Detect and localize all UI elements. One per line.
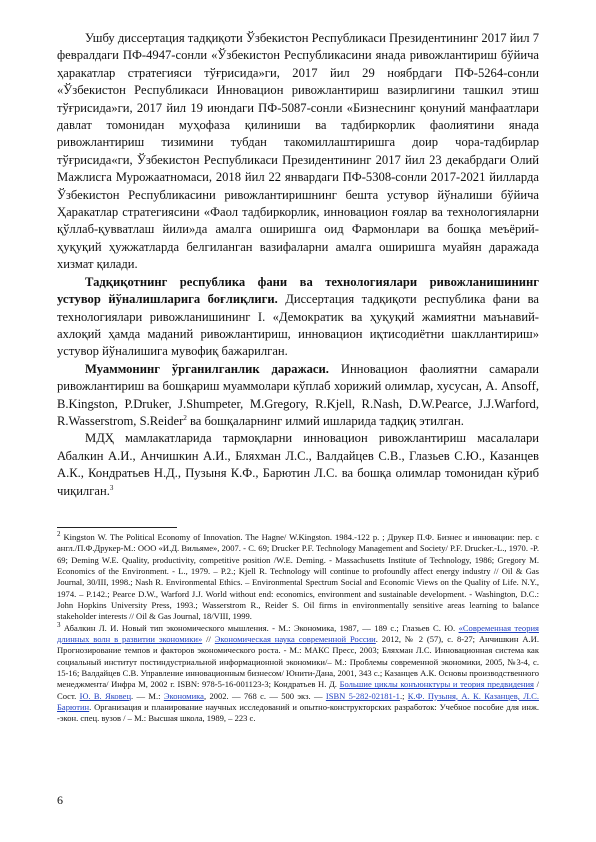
paragraph-text-tail: ва бошқаларнинг илмий ишларида тадқиқ этилган. [186, 413, 464, 428]
footnote-link[interactable]: К.Ф. Пузыня, А. К. Казанцев, Л.С. Барютин [57, 690, 540, 713]
paragraph-legal-basis [57, 30, 539, 274]
footnote-link[interactable]: Ю. В. Яковец [79, 690, 132, 701]
page-number: 6 [57, 793, 63, 807]
footnote-text: / Сост. [57, 679, 539, 701]
paragraph-text: Ушбу диссертация тадқиқоти Ўзбекистон Республикаси Президентининг 2017 йил 7 февралдаги ПФ-4947-сонли «Ўзбекистон Республикасини янада ривожлантириш бўйича ҳаракатлар стратегияси тўғрисида»ги, 2017 йил 29 ноябрдаги ПФ-5264-сонли «Ўзбекистон Республикаси Инновацион ривожлантириш вазирлигини ташкил этиш тўғрисида»ги, 2017 йил 19 июндаги ПФ-5087-сонли «Бизнеснинг қонуний манфаатлари давлат томонидан муҳофаза қилиниши ва тадбиркорлик фаолиятини янада ривожлантириш тизимини тубдан такомиллаштиришга доир чора-тадбирлар тўғрисида«ги, Ўзбекистон Республикаси Президентининг 2017 йил 23 декабрдаги Олий Мажлисга Мурожаатномаси, 2018 йил 22 январдаги ПФ-5308-сонли 2017-2021 йилларда Ўзбекистон Республикасини ривожлантиришнинг бешта устувор йўналиши бўйича Ҳаракатлар стратегиясини «Фаол тадбиркорлик, инновацион ғоялар ва технологияларни қўллаб-қувватлаш йили»да амалга оширишга оид Фармонлари ва бошқа меъёрий-ҳуқуқий ҳужжатларда белгиланган вазифаларни амалга оширишга муайян даражада хизмат қилади. [57, 31, 539, 272]
paragraph-text: Инновацион фаолиятни самарали ривожлантириш ва бошқариш муаммолари кўплаб хорижий олимлар, хусусан, А. Ansoff, B.Kingston, P.Druker, J.Shumpeter, M.Gregory, R.Kjell, R.Nash, D.W.Pearce, J.J.Warford, R.Wasserstrom, S.Reider [57, 361, 540, 428]
footnote-link[interactable]: Большие циклы конъюнктуры и теория предвидения [339, 679, 534, 690]
paragraph-text: МДҲ мамлакатларида тармоқларни инновацион ривожлантириш масалалари Абалкин А.И., Анчишкин А.И., Бляхман Л.С., Валдайцев С.В., Глазьев С.Ю., Казанцев А.К., Кондратьев Н.Д., Пузыня К.Ф., Барютин Л.С. ва бошқа олимлар томонидан кўриб чиқилган. [57, 431, 539, 498]
footnote-text: Kingston W. The Political Economy of Innovation. The Hagne/ W.Kingston. 1984.-122 p. ; Друкер П.Ф. Бизнес и инновации: пер. с англ./П.Ф.Друкер-М.: ООО «И.Д. Вильяме», 2007. - С. 69; Drucker P.F. Technology Management and Society/ P.F. Drucker.-L., 1970. -P. 69; Deming W.E. Quality, productivity, competitive position /W.E. Deming. - Massachusetts Institute of Technology, 1986; Gregory M. Economics of the Environment. - L., 1979. – P.2.; Kjell R. Technology will continue to profoundly affect energy industry // Oil & Gas Journal, 30/III, 1998.; Nash R. Environmental Ethics. – Environmental Spectrum Social and Economic Views on the Quality of Life. N.Y., 1974. – P.142.; Pearce D.W., Warford J.J. World without end: economics, environment and sustainable development. - Washington, D.C.: John Hopkins University Press, 1993.; Wasserstrom R., Reider S. Oil firms in environmentally sensitive areas learning to balance stakeholder interests // Oil & Gas Journal, 18/VIII, 1999. [57, 531, 539, 622]
footnote-text: . Организация и планирование научных исследований и опытно-конструкторских разработок: Учебное пособие для инж. -экон. спец. вузов / – М.: Высшая школа, 1989, – 223 с. [57, 702, 539, 724]
paragraph-text: Диссертация тадқиқоти республика фани ва технологиялари ривожланишининг I. «Демократик ва ҳуқуқий жамиятни маънавий-ахлоқий ҳамда маданий ривожлантириш, инновацион иқтисодиётни шакллантириш» устувор йўналишига мувофиқ бажарилган. [57, 292, 540, 359]
footnote-number: 3 [57, 620, 61, 629]
footnote-text: // [202, 634, 215, 645]
footnote-text: . 2012, № 2 (57), с. 8-27; Анчишкин А.И. Прогнозирование темпов и факторов экономического роста. - М.: МАКС Пресс, 2003; Бляхман Л.С. Инновационная система как социальный институт постиндустриальной информационной экономики/– М.: Проблемы современной экономики, 2005, №3-4, с. 15-16; Валдайцев С.В. Управление инновационным бизнесом/ Юнити-Дана, 2001, 343 с.; Казанцев А.К. Основы производственного менеджмента/ Инфра М, 2002 г. ISBN: 978-5-16-001123-3; Кондратьев Н. Д. [57, 634, 539, 690]
footnote-3 [57, 620, 540, 725]
footnote-text: .; [399, 690, 408, 701]
paragraph-research-degree [57, 361, 539, 431]
footnote-link[interactable]: Экономика [163, 690, 204, 701]
footnote-number: 2 [57, 530, 61, 539]
footnote-ref-2[interactable]: 2 [183, 413, 187, 422]
footnote-text: Абалкин Л. И. Новый тип экономического мышления. - М.: Экономика, 1987, — 189 с.; Глазьев С. Ю. [60, 622, 459, 633]
footnote-link[interactable]: Экономическая наука современной России [214, 634, 376, 645]
footnote-separator [57, 527, 177, 528]
footnote-link[interactable]: «Современная теория длинных волн в развитии экономики» [57, 622, 539, 645]
footnote-2 [57, 532, 539, 623]
footnote-ref-3[interactable]: 3 [109, 483, 114, 492]
document-page [57, 30, 539, 725]
paragraph-heading: Тадқиқотнинг республика фани ва технологиялари ривожланишининг устувор йўналишларига боғлиқлиги. [57, 274, 539, 307]
paragraph-cis-research [57, 430, 539, 500]
footnote-link[interactable]: ISBN 5-282-02181-1 [325, 690, 400, 701]
footnote-text: . — М.: [131, 690, 164, 701]
footnote-text: , 2002. — 768 с. — 500 экз. — [203, 690, 326, 701]
paragraph-heading: Муаммонинг ўрганилганлик даражаси. [85, 361, 329, 376]
paragraph-priority-directions [57, 274, 539, 361]
